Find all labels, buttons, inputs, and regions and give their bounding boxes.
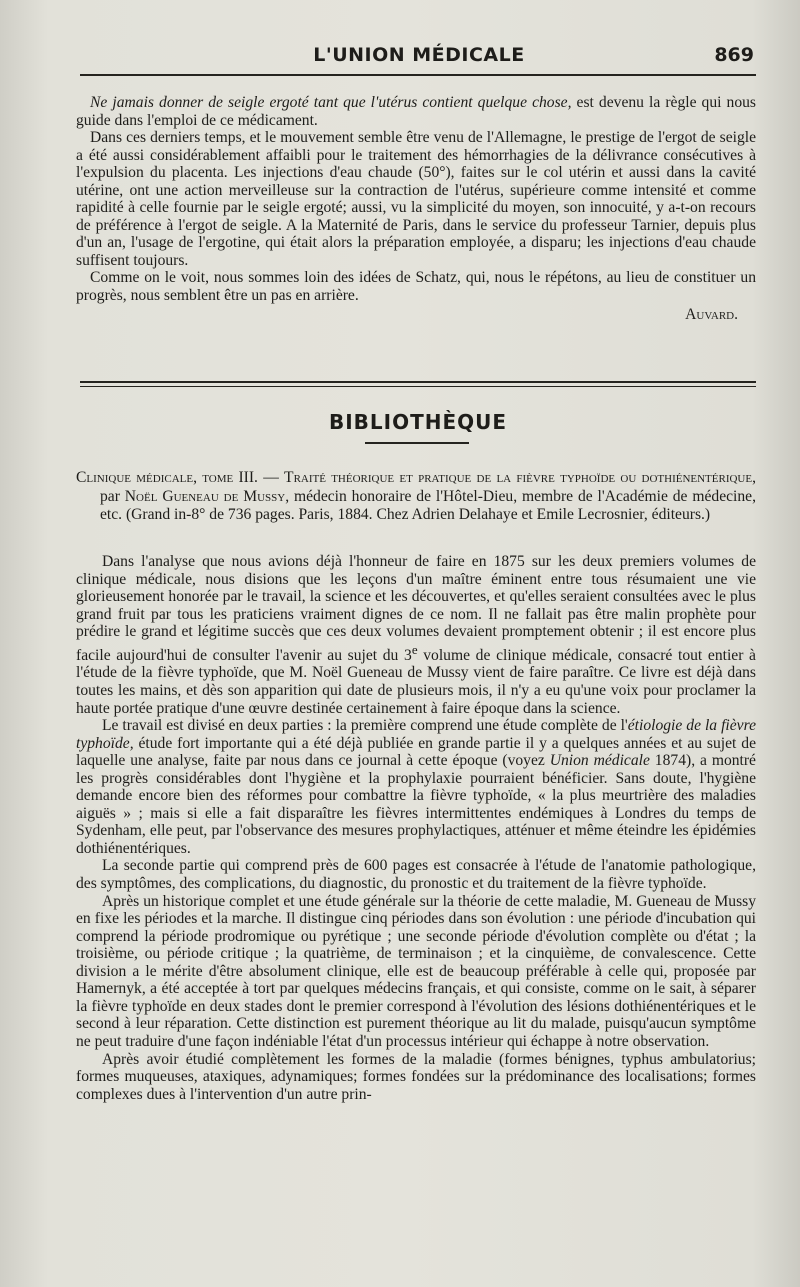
- section-rule-top: [80, 381, 756, 383]
- paragraph: La seconde partie qui comprend près de 600 pages est consacrée à l'étude de l'anatomie pathologique, des symptômes, des complications, du diagnostic, du pronostic et du traitement de la fièvre typhoïde.: [76, 857, 756, 893]
- author-signature: Auvard.: [685, 305, 738, 323]
- citation-text: par: [100, 487, 125, 505]
- section-title: BIBLIOTHÈQUE: [328, 410, 508, 434]
- superscript: e: [411, 641, 418, 657]
- header-rule: [80, 74, 756, 76]
- page-number: 869: [714, 44, 754, 66]
- section-rule-bottom: [80, 386, 756, 387]
- paragraph: Comme on le voit, nous sommes loin des idées de Schatz, qui, nous le répétons, au lieu de constituer un progrès, nous semblent être un pas en arrière.: [76, 269, 756, 305]
- running-title: L'UNION MÉDICALE: [313, 44, 525, 66]
- paragraph-text: 1874), a montré les progrès considérables dont l'hygiène et la prophylaxie pourraient bénéficier. Sans doute, l'hygiène demande encore bien des réformes pour combattre la fièvre typhoïde, « la plus meurtrière des maladies aiguës » ; mais si elle a fait disparaître les fièvres intermittentes endémiques à Londres du temps de Sydenham, elle peut, par l'observance des mesures prophylactiques, atténuer et même éteindre les épidémies dothiénentériques.: [76, 752, 756, 857]
- book-review: [76, 553, 756, 1103]
- citation-details: médecin honoraire de l'Hôtel-Dieu, membre de l'Académie de médecine, etc. (Grand in-8° de 736 pages. Paris, 1884. Chez Adrien Delahaye et Emile Lecrosnier, éditeurs.): [100, 487, 756, 524]
- paragraph: Après un historique complet et une étude générale sur la théorie de cette maladie, M. Gueneau de Mussy en fixe les périodes et la marche. Il distingue cinq périodes dans son évolution : une période d'incubation qui comprend la période prodromique ou pyrétique ; une seconde période d'évolution complète ou d'état ; la troisième, ou période critique ; la quatrième, de terminaison ; et la cinquième, de convalescence. Cette division a le mérite d'être absolument clinique, elle est de beaucoup préférable à celle qui, proposée par Hamernyk, a été acceptée à tort par quelques médecins français, et qui consiste, comme on le sait, à séparer la fièvre typhoïde en deux stades dont le premier correspond à l'évolution des lésions dothiénentériques et le second à leur réparation. Cette distinction est purement théorique au lit du malade, puisqu'aucun symptôme ne peut traduire d'une façon indéniable l'état d'un processus intérieur qui échappe à notre observation.: [76, 892, 756, 1050]
- paragraph-text: est devenu la règle qui nous guide dans l'emploi de ce médicament.: [76, 94, 757, 129]
- paragraph-text: volume de clinique médicale, consacré tout entier à l'étude de la fièvre typhoïde, que M. Noël Gueneau de Mussy vient de faire paraître. Ce livre est déjà dans toutes les mains, et dès son apparition qui date de plusieurs mois, il n'y a eu qu'une voix pour proclamer la haute portée pratique d'une œuvre destinée certainement à faire époque dans la science.: [76, 646, 756, 717]
- separator: —: [257, 469, 285, 486]
- book-title: Clinique médicale, tome III.: [76, 469, 258, 486]
- paragraph: [76, 94, 756, 129]
- author-name: Noël Gueneau de Mussy,: [124, 487, 290, 505]
- citation: [76, 469, 756, 525]
- paragraph-text: Dans l'analyse que nous avions déjà l'honneur de faire en 1875 sur les deux premiers volumes de clinique médicale, nous disions que les leçons d'un maître éminent entre tous résumaient une vie glorieusement honorée par le travail, la science et les découvertes, et qu'elles seraient consultées avec le plus grand fruit par tous les praticiens vraiment dignes de ce nom. Il ne fallait pas être malin prophète pour prédire le grand et légitime succès que ces deux volumes devaient promptement obtenir ; il est encore plus facile aujourd'hui de consulter l'avenir au sujet du 3: [76, 553, 756, 664]
- book-subtitle: Traité théorique et pratique de la fièvre typhoïde ou dothiénentérique,: [284, 469, 756, 486]
- title-underline: [365, 442, 469, 444]
- bibliographic-entry: [76, 469, 756, 525]
- page-header: [80, 44, 758, 72]
- italic-text: Union médicale: [549, 752, 650, 770]
- paragraph: [76, 553, 756, 717]
- paragraph-text: étude fort importante qui a été déjà publiée en grande partie il y a quelques années et au sujet de laquelle une analyse, faite par nous dans ce journal à cette époque (voyez: [76, 734, 756, 770]
- paragraph: Dans ces derniers temps, et le mouvement semble être venu de l'Allemagne, le prestige de l'ergot de seigle a été aussi considérablement affaibli pour le traitement des hémorrhagies de la délivrance consécutives à l'expulsion du placenta. Les injections d'eau chaude (50°), faites sur le col utérin et aussi dans la cavité utérine, ont une action merveilleuse sur la contraction de l'utérus, supérieure comme intensité et comme rapidité à celle fournie par le seigle ergoté; aussi, vu la simplicité du moyen, son innocuité, y a-t-on recours de préférence à l'ergot de seigle. A la Maternité de Paris, dans le service du professeur Tarnier, depuis plus d'un an, l'usage de l'ergotine, qui était alors la préparation employée, a disparu; les injections d'eau chaude suffisent toujours.: [76, 129, 756, 269]
- paragraph: [76, 717, 756, 857]
- italic-text: étiologie de la fièvre typhoïde,: [76, 717, 756, 752]
- paragraph-text: Le travail est divisé en deux parties : la première comprend une étude complète de l': [102, 717, 628, 735]
- paragraph: Après avoir étudié complètement les formes de la maladie (formes bénignes, typhus ambulatorius; formes muqueuses, ataxiques, adynamiques; formes fondées sur la prédominance des localisations; formes complexes dues à l'intervention d'un autre prin-: [76, 1050, 756, 1103]
- italic-text: Ne jamais donner de seigle ergoté tant que l'utérus contient quelque chose,: [90, 94, 572, 111]
- top-article: [76, 94, 756, 323]
